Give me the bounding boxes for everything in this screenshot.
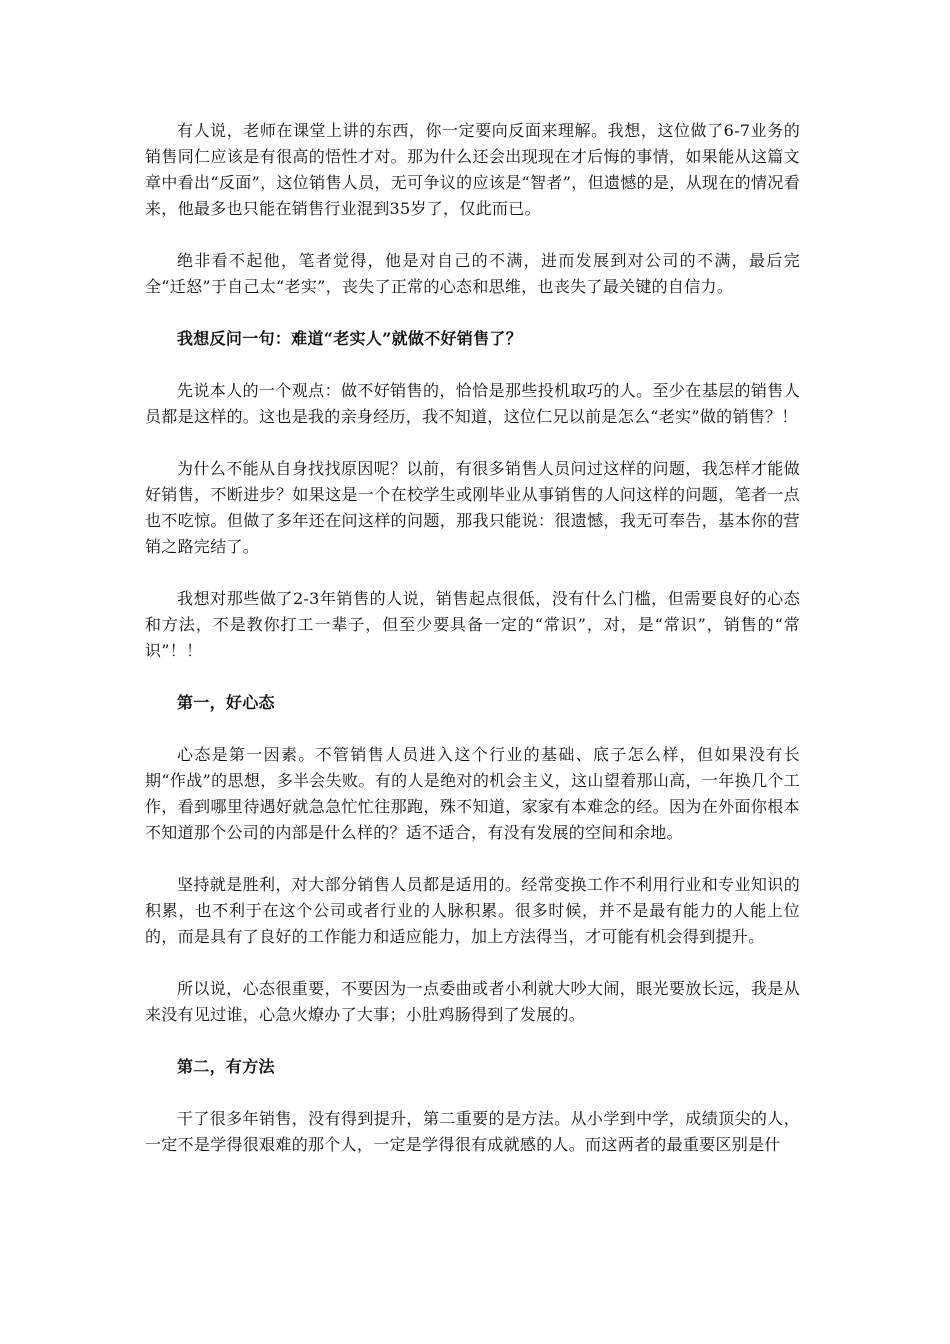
section-heading: 我想反问一句：难道“老实人”就做不好销售了？ <box>177 329 523 348</box>
paragraph: 有人说，老师在课堂上讲的东西，你一定要向反面来理解。我想，这位做了6-7业务的销售同仁应该是有很高的悟性才对。那为什么还会出现现在才后悔的事情，如果能从这篇文章中看出“反面”，这位销售人员，无可争议的应该是“智者”，但遗憾的是，从现在的情况看来，他最多也只能在销售行业混到35岁了，仅此而已。 <box>145 121 800 218</box>
paragraph: 绝非看不起他，笔者觉得，他是对自己的不满，进而发展到对公司的不满，最后完全“迁怒”于自己太“老实”，丧失了正常的心态和思维，也丧失了最关键的自信力。 <box>145 251 800 296</box>
paragraph: 心态是第一因素。不管销售人员进入这个行业的基础、底子怎么样，但如果没有长期“作战”的思想，多半会失败。有的人是绝对的机会主义，这山望着那山高，一年换几个工作，看到哪里待遇好就急急忙忙往那跑，殊不知道，家家有本难念的经。因为在外面你根本不知道那个公司的内部是什么样的？适不适合，有没有发展的空间和余地。 <box>145 745 800 842</box>
paragraph: 所以说，心态很重要，不要因为一点委曲或者小利就大吵大闹，眼光要放长远，我是从来没有见过谁，心急火燎办了大事；小肚鸡肠得到了发展的。 <box>145 979 800 1024</box>
paragraph: 我想对那些做了2-3年销售的人说，销售起点很低，没有什么门槛，但需要良好的心态和方法，不是教你打工一辈子，但至少要具备一定的“常识”，对，是“常识”，销售的“常识”！！ <box>145 589 800 660</box>
paragraph: 先说本人的一个观点：做不好销售的，恰恰是那些投机取巧的人。至少在基层的销售人员都是这样的。这也是我的亲身经历，我不知道，这位仁兄以前是怎么“老实”做的销售？！ <box>145 381 800 426</box>
paragraph: 干了很多年销售，没有得到提升，第二重要的是方法。从小学到中学，成绩顶尖的人，一定不是学得很艰难的那个人，一定是学得很有成就感的人。而这两者的最重要区别是什 <box>145 1109 800 1154</box>
paragraph: 坚持就是胜利，对大部分销售人员都是适用的。经常变换工作不利用行业和专业知识的积累，也不利于在这个公司或者行业的人脉积累。很多时候，并不是最有能力的人能上位的，而是具有了良好的工作能力和适应能力，加上方法得当，才可能有机会得到提升。 <box>145 875 800 946</box>
paragraph: 为什么不能从自身找找原因呢？以前，有很多销售人员问过这样的问题，我怎样才能做好销售，不断进步？如果这是一个在校学生或刚毕业从事销售的人问这样的问题，笔者一点也不吃惊。但做了多年还在问这样的问题，那我只能说：很遗憾，我无可奉告，基本你的营销之路完结了。 <box>145 459 800 556</box>
document-page <box>145 118 800 1184</box>
section-heading: 第二，有方法 <box>177 1057 275 1076</box>
section-heading: 第一，好心态 <box>177 693 275 712</box>
